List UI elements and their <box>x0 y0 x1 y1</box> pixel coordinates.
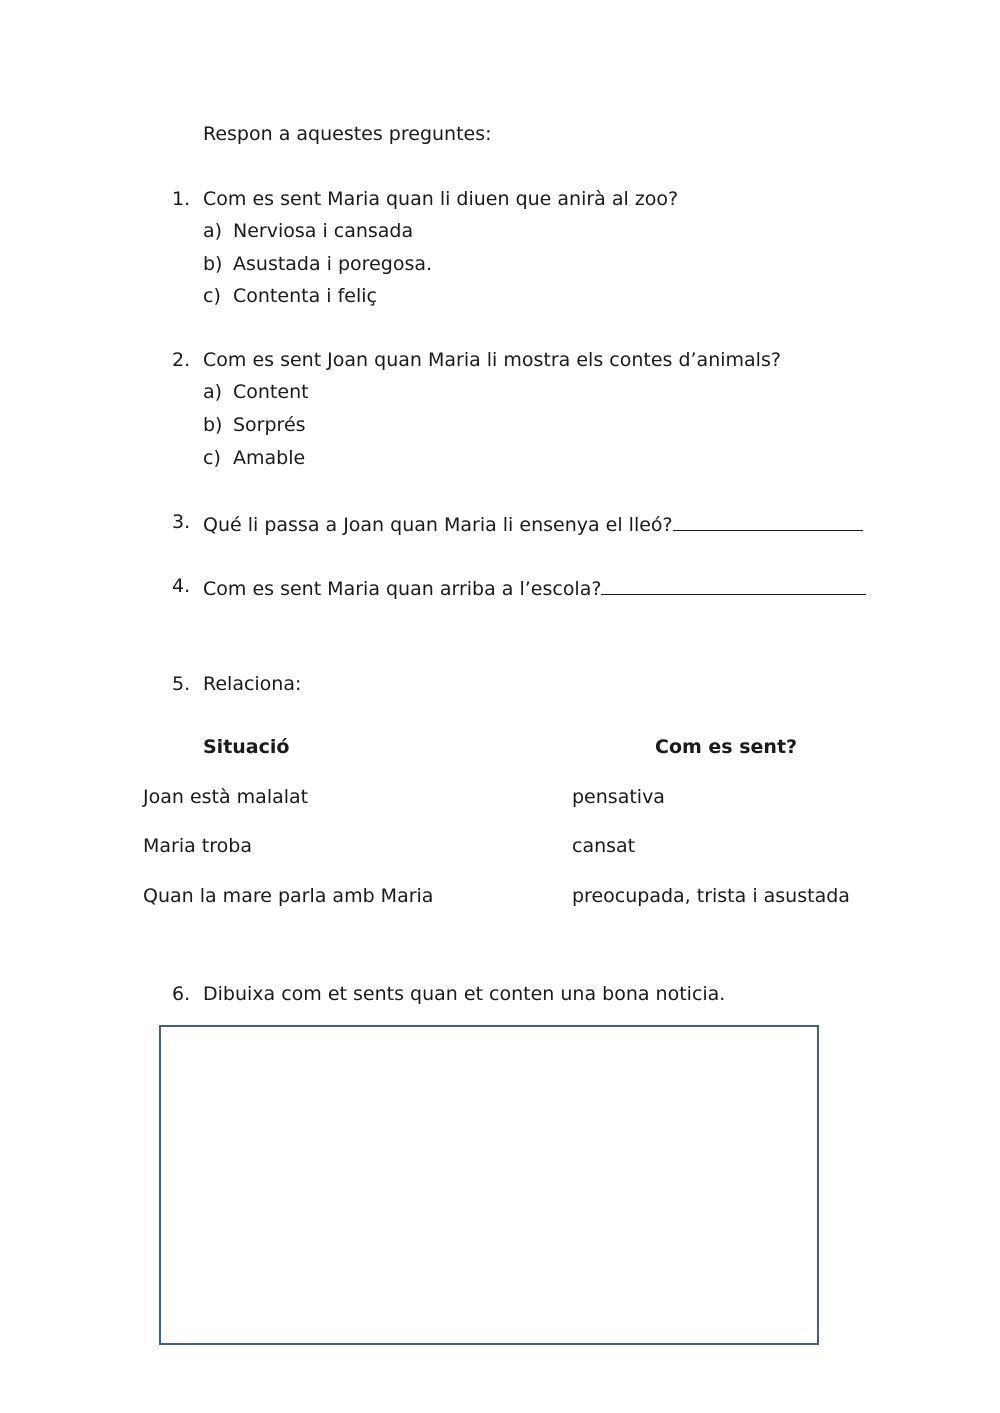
option-letter: c) <box>203 285 221 307</box>
answer-blank[interactable] <box>673 510 863 531</box>
option-letter: c) <box>203 447 221 469</box>
question-number: 4. <box>172 575 191 597</box>
situation-item[interactable]: Joan està malalat <box>143 786 309 808</box>
answer-blank[interactable] <box>601 574 866 595</box>
question-number: 1. <box>172 188 191 210</box>
drawing-area[interactable] <box>159 1025 819 1345</box>
feeling-header: Com es sent? <box>655 736 798 758</box>
question-number: 6. <box>172 983 191 1005</box>
situation-item[interactable]: Quan la mare parla amb Maria <box>143 885 434 907</box>
question-text: Com es sent Joan quan Maria li mostra els contes d’animals? <box>203 349 781 371</box>
intro-text: Respon a aquestes preguntes: <box>203 123 492 145</box>
question-text: Dibuixa com et sents quan et conten una bona noticia. <box>203 983 726 1005</box>
situation-item[interactable]: Maria troba <box>143 835 252 857</box>
answer-option[interactable]: Sorprés <box>233 414 306 436</box>
feeling-item[interactable]: pensativa <box>572 786 665 808</box>
answer-option[interactable]: Nerviosa i cansada <box>233 220 414 242</box>
answer-option[interactable]: Asustada i poregosa. <box>233 253 433 275</box>
option-letter: a) <box>203 381 223 403</box>
option-letter: a) <box>203 220 223 242</box>
answer-option[interactable]: Contenta i feliç <box>233 285 377 307</box>
question-text: Com es sent Maria quan arriba a l’escola? <box>203 578 602 600</box>
question-number: 2. <box>172 349 191 371</box>
answer-option[interactable]: Amable <box>233 447 306 469</box>
question-text: Com es sent Maria quan li diuen que anirà al zoo? <box>203 188 679 210</box>
question-number: 5. <box>172 673 191 695</box>
option-letter: b) <box>203 253 223 275</box>
feeling-item[interactable]: cansat <box>572 835 636 857</box>
question-number: 3. <box>172 511 191 533</box>
situation-header: Situació <box>203 736 290 758</box>
answer-option[interactable]: Content <box>233 381 309 403</box>
question-text: Qué li passa a Joan quan Maria li ensenya el lleó? <box>203 514 673 536</box>
option-letter: b) <box>203 414 223 436</box>
question-text: Relaciona: <box>203 673 302 695</box>
feeling-item[interactable]: preocupada, trista i asustada <box>572 885 850 907</box>
